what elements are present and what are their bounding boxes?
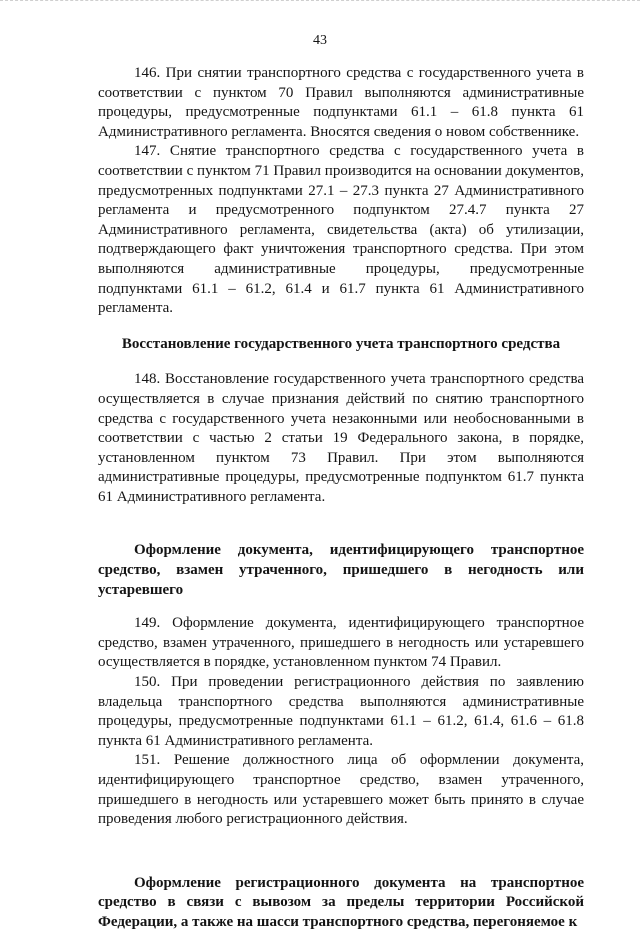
paragraph-147: 147. Снятие транспортного средства с государственного учета в соответствии с пунктом 71 Правил производится на основании документов, предусмотренных подпунктами 27.1 – 27.3 пункта 27 Административного регламента и предусмотренного подпунктом 27.4.7 пункта 27 Административного регламента, свидетельства (акта) об утилизации, подтверждающего факт уничтожения транспортного средства. При этом выполняются административные процедуры, предусмотренные подпунктами 61.1 – 61.2, 61.4 и 61.7 пункта 61 Административного регламента. [98,143,584,317]
paragraph-150: 150. При проведении регистрационного действия по заявлению владельца транспортного средства выполняются административные процедуры, предусмотренные подпунктами 61.1 – 61.2, 61.4, 61.6 – 61.8 пункта 61 Административного регламента. [98,674,584,749]
paragraph-146: 146. При снятии транспортного средства с государственного учета в соответствии с пунктом 70 Правил выполняются административные процедуры, предусмотренные подпунктами 61.1 – 61.8 пункта 61 Административного регламента. Вносятся сведения о новом собственнике. [98,65,584,140]
paragraph-149: 149. Оформление документа, идентифицирующего транспортное средство, взамен утраченного, пришедшего в негодность или устаревшего осуществляется в порядке, установленном пунктом 74 Правил. [98,615,584,671]
section-heading-replacement-document: Оформление документа, идентифицирующего транспортное средство, взамен утраченного, пришедшего в негодность или устаревшего [98,542,584,598]
paragraph-148: 148. Восстановление государственного учета транспортного средства осуществляется в случае признания действий по снятию транспортного средства с государственного учета незаконными или необоснованными в соответствии с частью 2 статьи 19 Федерального закона, в порядке, установленном пунктом 73 Правил. При этом выполняются административные процедуры, предусмотренные подпунктом 61.7 пункта 61 Административного регламента. [98,371,584,505]
section-heading-export-registration: Оформление регистрационного документа на транспортное средство в связи с вывозом за пределы территории Российской Федерации, а также на шасси транспортного средства, перегоняемое к [98,874,584,930]
section-heading-restoration: Восстановление государственного учета транспортного средства [121,335,561,352]
document-body [98,64,584,933]
page-number: 43 [313,33,327,48]
scan-edge [0,0,640,2]
paragraph-151: 151. Решение должностного лица об оформлении документа, идентифицирующего транспортное средство, взамен утраченного, пришедшего в негодность или устаревшего может быть принято в случае проведения любого регистрационного действия. [98,752,584,828]
